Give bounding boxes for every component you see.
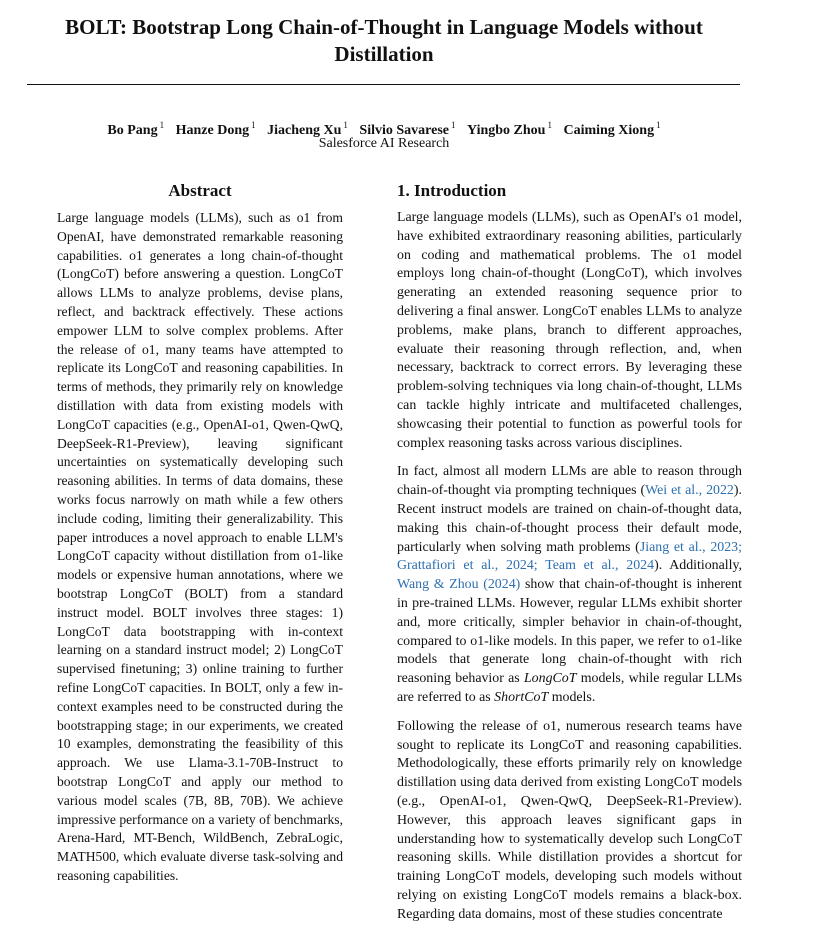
- text-run: models.: [548, 689, 596, 705]
- title-rule: [27, 84, 740, 85]
- author-name: Bo Pang: [107, 122, 158, 138]
- text-run: In fact, almost all modern LLMs are able to reason through chain-of-thought via prompting techniques (: [397, 464, 742, 499]
- author-name: Jiacheng Xu: [267, 122, 342, 138]
- abstract-heading: Abstract: [168, 181, 232, 200]
- abstract-column: [57, 180, 343, 896]
- citation-link[interactable]: Jiang et al., 2023; Grattafiori et al., 2024; Team et al., 2024: [397, 539, 742, 574]
- author-name: Silvio Savarese: [359, 122, 449, 138]
- emphasis-term: LongCoT: [523, 671, 577, 687]
- citation-link[interactable]: Wang & Zhou (2024): [397, 577, 521, 593]
- emphasis-term: ShortCoT: [494, 689, 549, 705]
- introduction-heading: 1. Introduction: [397, 181, 507, 200]
- affiliation-mark: 1: [450, 120, 456, 130]
- affiliation: Salesforce AI Research: [318, 136, 450, 151]
- affiliation-mark: 1: [251, 120, 256, 130]
- intro-paragraph-1: Large language models (LLMs), such as OpenAI's o1 model, have exhibited extraordinary reasoning abilities, particularly on coding and mathematical problems. The o1 model employs long chain-of-thought (LongCoT), which involves generating an extended reasoning sequence prior to delivering a final answer. LongCoT enables LLMs to analyze problems, make plans, branch to different approaches, evaluate their reasoning through reflection, and, when necessary, backtrack to correct errors. By leveraging these problem-solving techniques via long chain-of-thought, LLMs can tackle highly intricate and multifaceted challenges, showcasing their potential to function as powerful tools for complex reasoning tasks across various disciplines.: [397, 210, 742, 451]
- affiliation-mark: 1: [343, 120, 348, 130]
- text-run: ). Additionally,: [654, 558, 743, 574]
- author-name: Caiming Xiong: [563, 122, 655, 138]
- abstract-text: Large language models (LLMs), such as o1 from OpenAI, have demonstrated remarkable reasoning capabilities. o1 generates a long chain-of-thought (LongCoT) before answering a question. LongCoT allows LLMs to analyze problems, devise plans, reflect, and backtrack effectively. These actions empower LLM to solve complex problems. After the release of o1, many teams have attempted to replicate its LongCoT and reasoning capabilities. In terms of methods, they primarily rely on knowledge distillation with data from existing models with LongCoT capacities (e.g., OpenAI-o1, Qwen-QwQ, DeepSeek-R1-Preview), leaving significant uncertainties on systematically developing such reasoning abilities. In terms of data domains, these works focus narrowly on math while a few others include coding, limiting their generalizability. This paper introduces a novel approach to enable LLM's LongCoT capacity without distillation from o1-like models or expensive human annotations, where we bootstrap LongCoT (BOLT) from a standard instruct model. BOLT involves three stages: 1) LongCoT data bootstrapping with in-context learning on a standard instruct model; 2) LongCoT supervised finetuning; 3) online training to further refine LongCoT capacities. In BOLT, only a few in-context examples need to be constructed during the bootstrapping stage; in our experiments, we created 10 examples, demonstrating the feasibility of this approach. We use Llama-3.1-70B-Instruct to bootstrap LongCoT and apply our method to various model scales (7B, 8B, 70B). We achieve impressive performance on a variety of benchmarks, Arena-Hard, MT-Bench, WildBench, ZebraLogic, MATH500, which evaluate diverse task-solving and reasoning capabilities.: [57, 210, 343, 883]
- author-name: Yingbo Zhou: [466, 122, 546, 138]
- citation-link[interactable]: Wei et al., 2022: [645, 483, 734, 499]
- affiliation-mark: 1: [159, 120, 165, 130]
- text-run: ). Recent instruct models are trained on chain-of-thought data, making this chain-of-thought process their default mode, particularly when solving math problems (: [397, 483, 742, 555]
- text-run: models, while regular LLMs are referred to as: [397, 671, 742, 705]
- author-name: Hanze Dong: [175, 122, 250, 138]
- affiliation-mark: 1: [547, 120, 552, 130]
- paper-title: BOLT: Bootstrap Long Chain-of-Thought in Language Models without Distillation: [65, 15, 703, 66]
- intro-paragraph-2: [397, 463, 742, 707]
- affiliation-mark: 1: [656, 120, 661, 130]
- text-run: show that chain-of-thought is inherent in pre-trained LLMs. However, regular LLMs exhibit shorter and, more critically, simpler behavior in chain-of-thought, compared to o1-like models. In this paper, we refer to o1-like models that generate long chain-of-thought with rich reasoning behavior as: [397, 577, 742, 687]
- introduction-column: [397, 180, 742, 934]
- intro-paragraph-3: Following the release of o1, numerous research teams have sought to replicate its LongCoT and reasoning capabilities. Methodologically, these efforts primarily rely on knowledge distillation using data derived from existing LongCoT models (e.g., OpenAI-o1, Qwen-QwQ, DeepSeek-R1-Preview). However, this approach leaves significant gaps in understanding how to systematically develop such LongCoT reasoning skills. While distillation provides a shortcut for training LongCoT models, developing such models without relying on existing LongCoT models remains a black-box. Regarding data domains, most of these studies concentrate: [397, 718, 742, 922]
